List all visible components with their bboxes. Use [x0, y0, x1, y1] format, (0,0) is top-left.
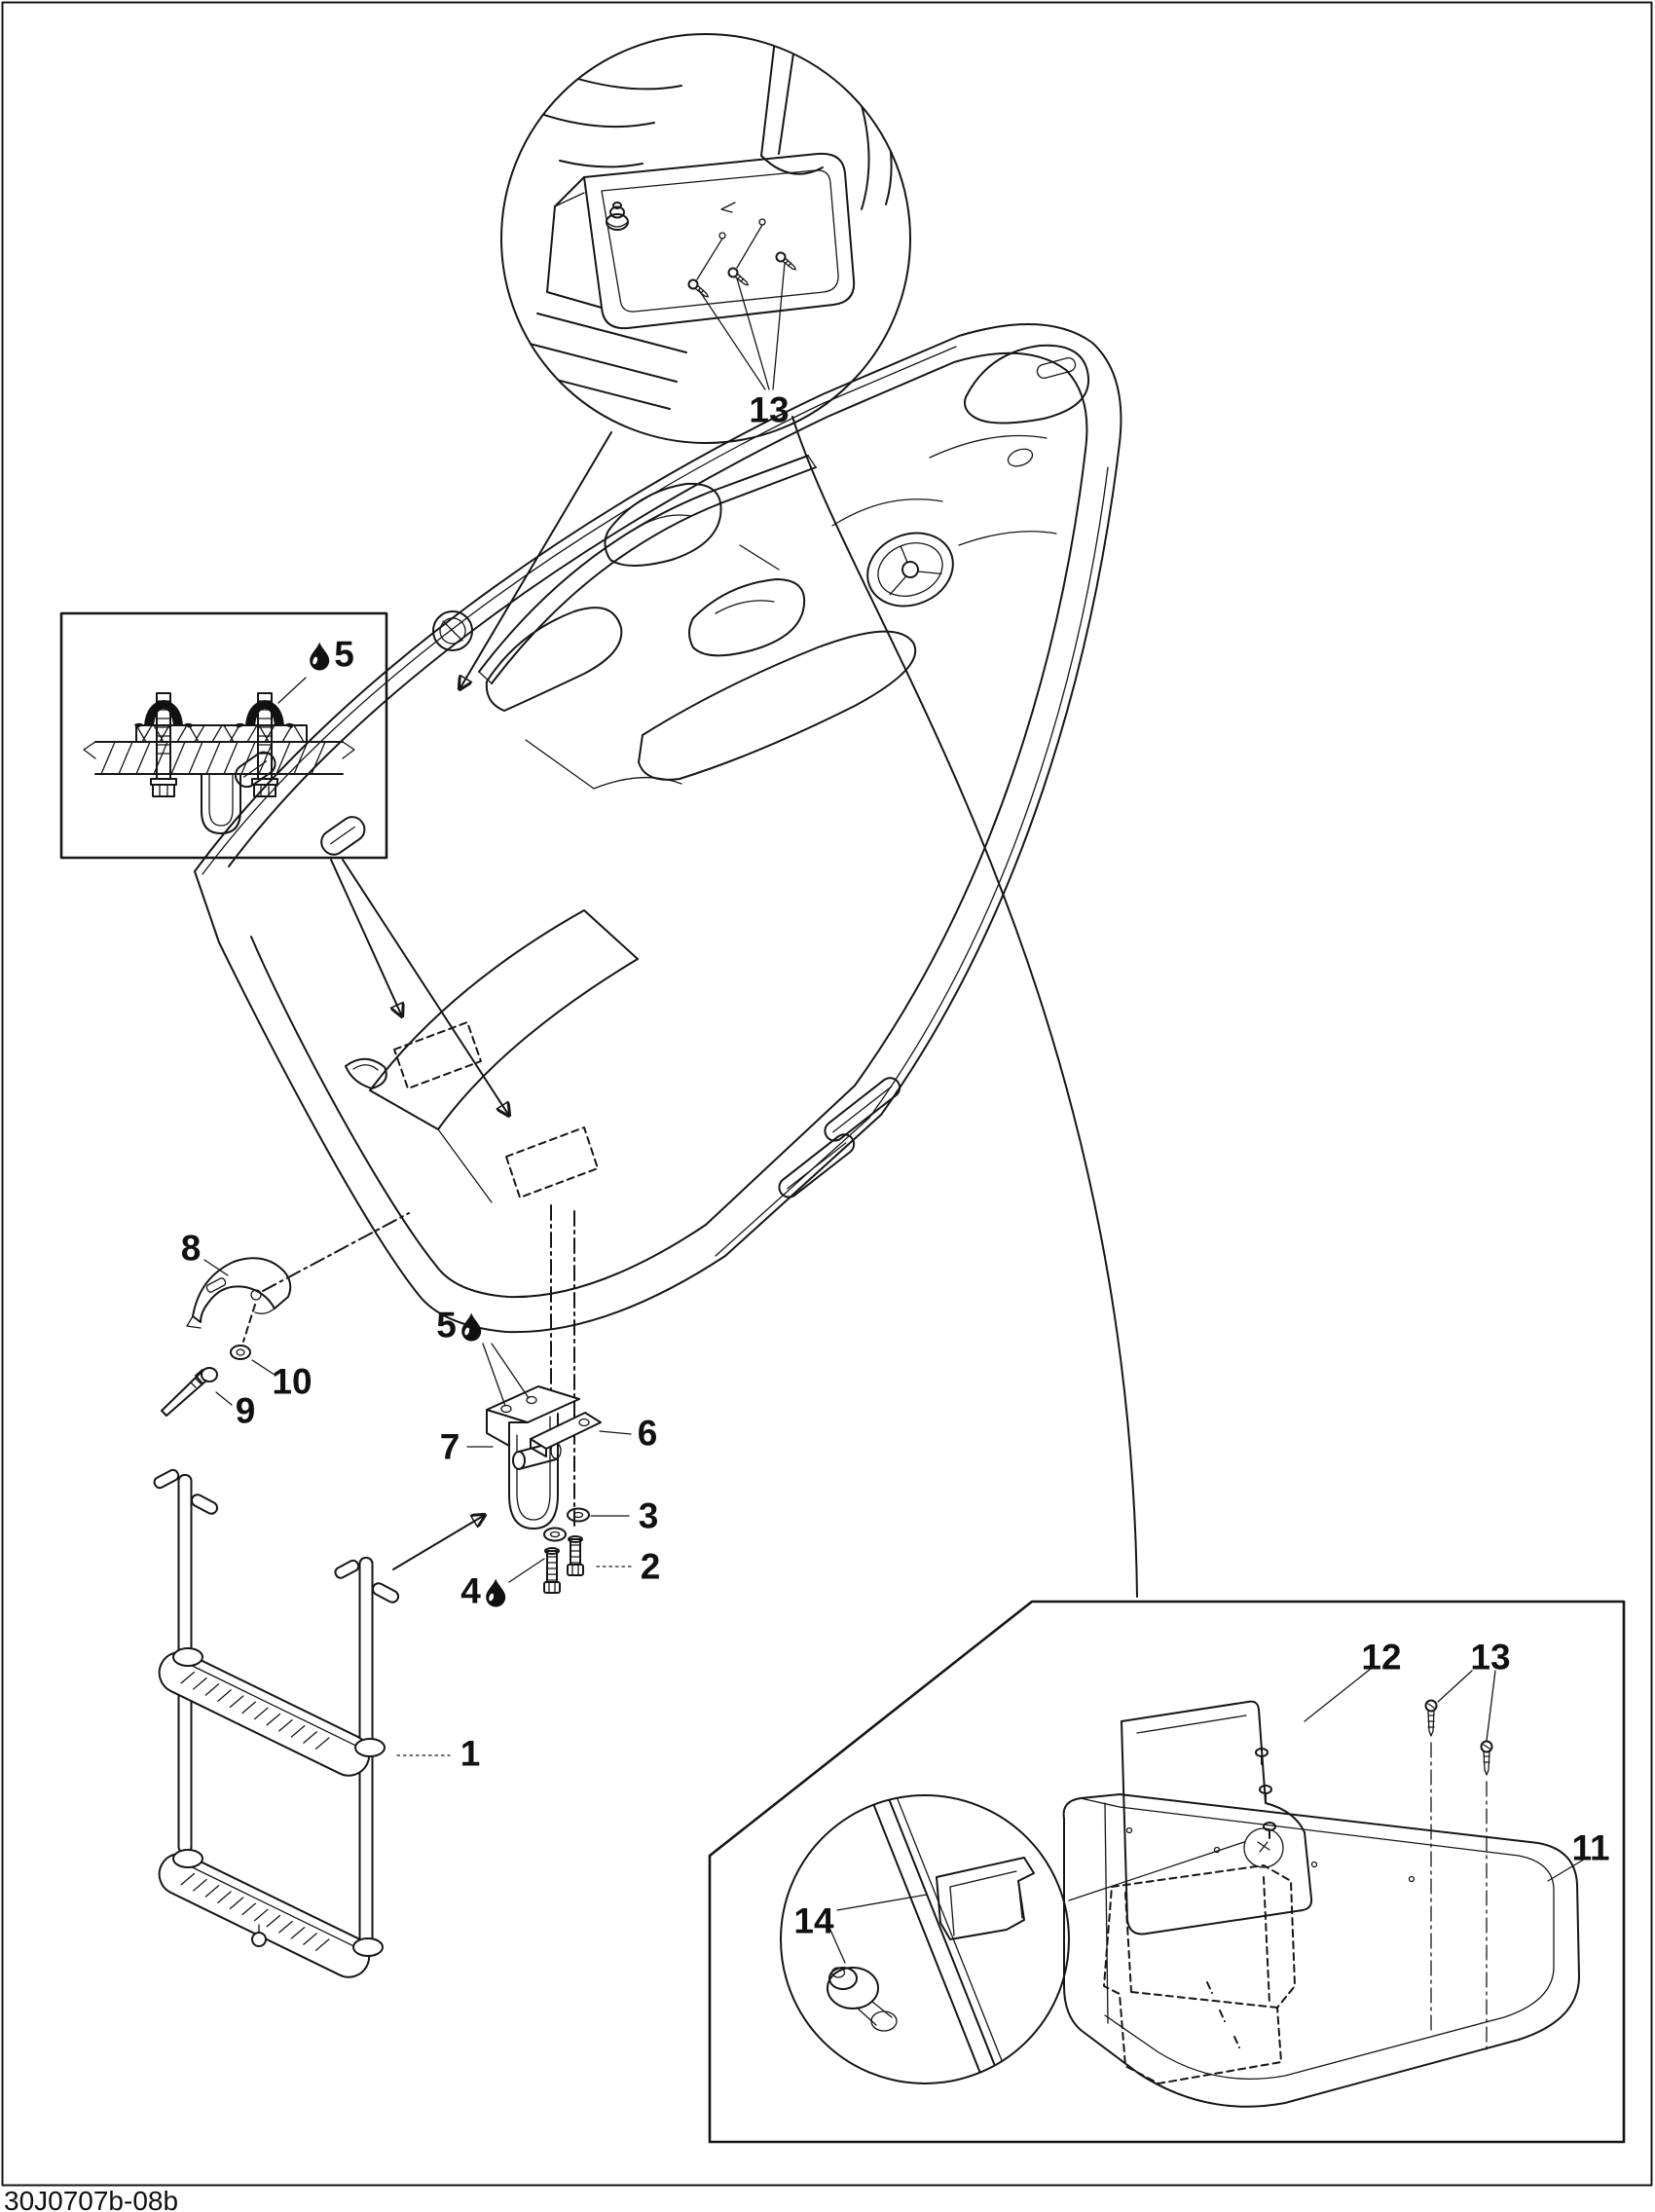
sealant-droplet-icon	[308, 640, 331, 669]
storage-bin-part	[1064, 1794, 1587, 2107]
callout-label: 5	[436, 1305, 457, 1346]
bolt	[544, 1548, 560, 1593]
callout-label: 4	[460, 1570, 481, 1611]
sealant-droplet-icon	[460, 1310, 483, 1340]
ladder-to-bracket-arrow	[393, 1515, 485, 1569]
figure-code: 30J0707b-08b	[4, 2186, 179, 2212]
callout-label: 6	[637, 1413, 658, 1454]
deck-sheer-line	[229, 353, 1086, 1297]
callout-13-glovebox	[749, 389, 790, 430]
callout-1	[460, 1733, 481, 1774]
callout-label: 11	[1571, 1827, 1610, 1868]
callout-label: 1	[460, 1733, 481, 1774]
sealant-bead	[236, 700, 294, 728]
callout-4	[460, 1570, 507, 1611]
callout-12	[1361, 1637, 1402, 1677]
callout-label: 5	[334, 634, 354, 675]
callout-14	[793, 1900, 834, 1941]
callout-11	[1571, 1827, 1610, 1868]
callout-label: 7	[439, 1426, 460, 1467]
inset-leader-2	[343, 860, 509, 1116]
callout-label: 12	[1361, 1637, 1402, 1677]
boarding-ladder	[153, 1468, 485, 1984]
bin-screw	[1482, 1742, 1492, 1776]
bin-screw	[1426, 1701, 1437, 1737]
callout-label: 10	[272, 1361, 313, 1402]
screw-leader	[773, 263, 785, 389]
callout-6	[637, 1413, 658, 1454]
steering-wheel	[857, 521, 964, 618]
callout-label: 9	[235, 1390, 256, 1431]
callout-3	[638, 1495, 659, 1536]
drawing-border	[3, 3, 1652, 2186]
pin-screw-part	[162, 1368, 232, 1416]
callout-9	[235, 1390, 256, 1431]
ghost-compartment	[1104, 1865, 1295, 2083]
flat-washer-part	[231, 1346, 275, 1375]
callout-13-bin	[1470, 1637, 1511, 1677]
mounting-location-marks	[394, 1022, 598, 1530]
sealant-bead	[134, 700, 193, 728]
callout-label: 13	[1470, 1637, 1511, 1677]
callout-5-inset	[308, 634, 354, 675]
leader-to-bin-inset	[792, 417, 1137, 1597]
storage-bin-inset	[710, 1602, 1624, 2142]
callout-label: 8	[180, 1228, 202, 1269]
callout-5-bracket	[436, 1305, 483, 1346]
boat-illustration	[195, 324, 1121, 1332]
callout-2	[640, 1546, 661, 1587]
callout-10	[272, 1361, 313, 1402]
inset-leader-1	[331, 860, 402, 1016]
access-panel-part	[1122, 1669, 1371, 1934]
callout-7	[439, 1426, 460, 1467]
sealant-droplet-icon	[484, 1576, 507, 1605]
callout-label: 14	[793, 1900, 834, 1941]
screw-leader	[737, 278, 769, 389]
callout-label: 13	[749, 389, 790, 430]
callout-label: 3	[638, 1495, 659, 1536]
callout-8	[180, 1228, 202, 1269]
ubolt-bracket-assembly	[467, 1344, 631, 1593]
bolt	[568, 1536, 583, 1575]
callout-label: 2	[640, 1546, 661, 1587]
